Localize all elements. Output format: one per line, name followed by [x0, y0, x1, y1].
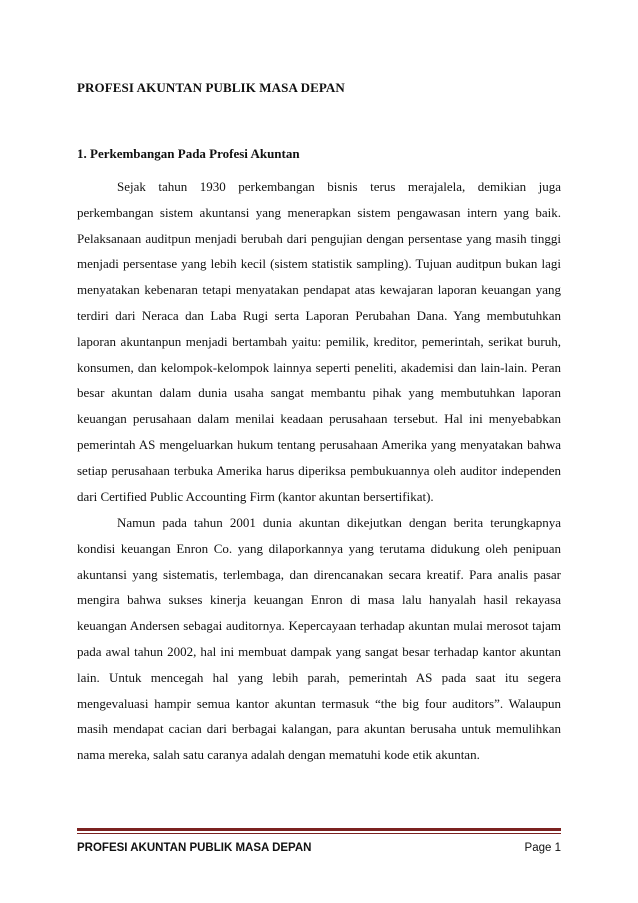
paragraph-text: Sejak tahun 1930 perkembangan bisnis terus merajalela, demikian juga perkembangan sistem akuntansi yang menerapkan sistem pengawasan intern yang baik. Pelaksanaan auditpun menjadi berubah dari pengujian dengan persentase yang masih tinggi menjadi persentase yang lebih kecil (sistem statistik sampling). Tujuan auditpun bukan lagi menyatakan kebenaran tetapi menyatakan pendapat atas kewajaran laporan keuangan yang terdiri dari Neraca dan Laba Rugi serta Laporan Perubahan Dana. Yang membutuhkan laporan akuntanpun menjadi bertambah yaitu: pemilik, kreditor, pemerintah, serikat buruh, konsumen, dan kelompok-kelompok lainnya seperti peneliti, akademisi dan lain-lain. Peran besar akuntan dalam dunia usaha sangat membantu pihak yang membutuhkan laporan keuangan perusahaan dalam menilai keadaan perusahaan tersebut. Hal ini menyebabkan pemerintah AS mengeluarkan hukum tentang perusahaan Amerika yang menyatakan bahwa setiap perusahaan terbuka Amerika harus diperiksa pembukuannya oleh auditor independen dari Certified Public Accounting Firm (kantor akuntan bersertifikat). [77, 179, 561, 504]
page-number: Page 1 [524, 842, 561, 854]
footer-rule-thick [77, 828, 561, 831]
document-title: PROFESI AKUNTAN PUBLIK MASA DEPAN [77, 80, 345, 95]
footer-title: PROFESI AKUNTAN PUBLIK MASA DEPAN [77, 842, 312, 854]
body-paragraph-2 [77, 510, 561, 768]
footer-rule-thin [77, 833, 561, 834]
section-heading: 1. Perkembangan Pada Profesi Akuntan [77, 146, 300, 161]
footer-divider [77, 828, 561, 834]
body-paragraph-1 [77, 174, 561, 509]
paragraph-text: Namun pada tahun 2001 dunia akuntan dikejutkan dengan berita terungkapnya kondisi keuangan Enron Co. yang dilaporkannya yang terutama didukung oleh penipuan akuntansi yang sistematis, terlembaga, dan direncanakan secara kreatif. Para analis pasar mengira bahwa sukses kinerja keuangan Enron di masa lalu hanyalah hasil rekayasa keuangan Andersen sebagai auditornya. Kepercayaan terhadap akuntan mulai merosot tajam pada awal tahun 2002, hal ini membuat dampak yang sangat besar terhadap kantor akuntan lain. Untuk mencegah hal yang lebih parah, pemerintah AS pada saat itu segera mengevaluasi hampir semua kantor akuntan termasuk “the big four auditors”. Walaupun masih mendapat cacian dari berbagai kalangan, para akuntan berusaha untuk memulihkan nama mereka, salah satu caranya adalah dengan mematuhi kode etik akuntan. [77, 515, 561, 763]
